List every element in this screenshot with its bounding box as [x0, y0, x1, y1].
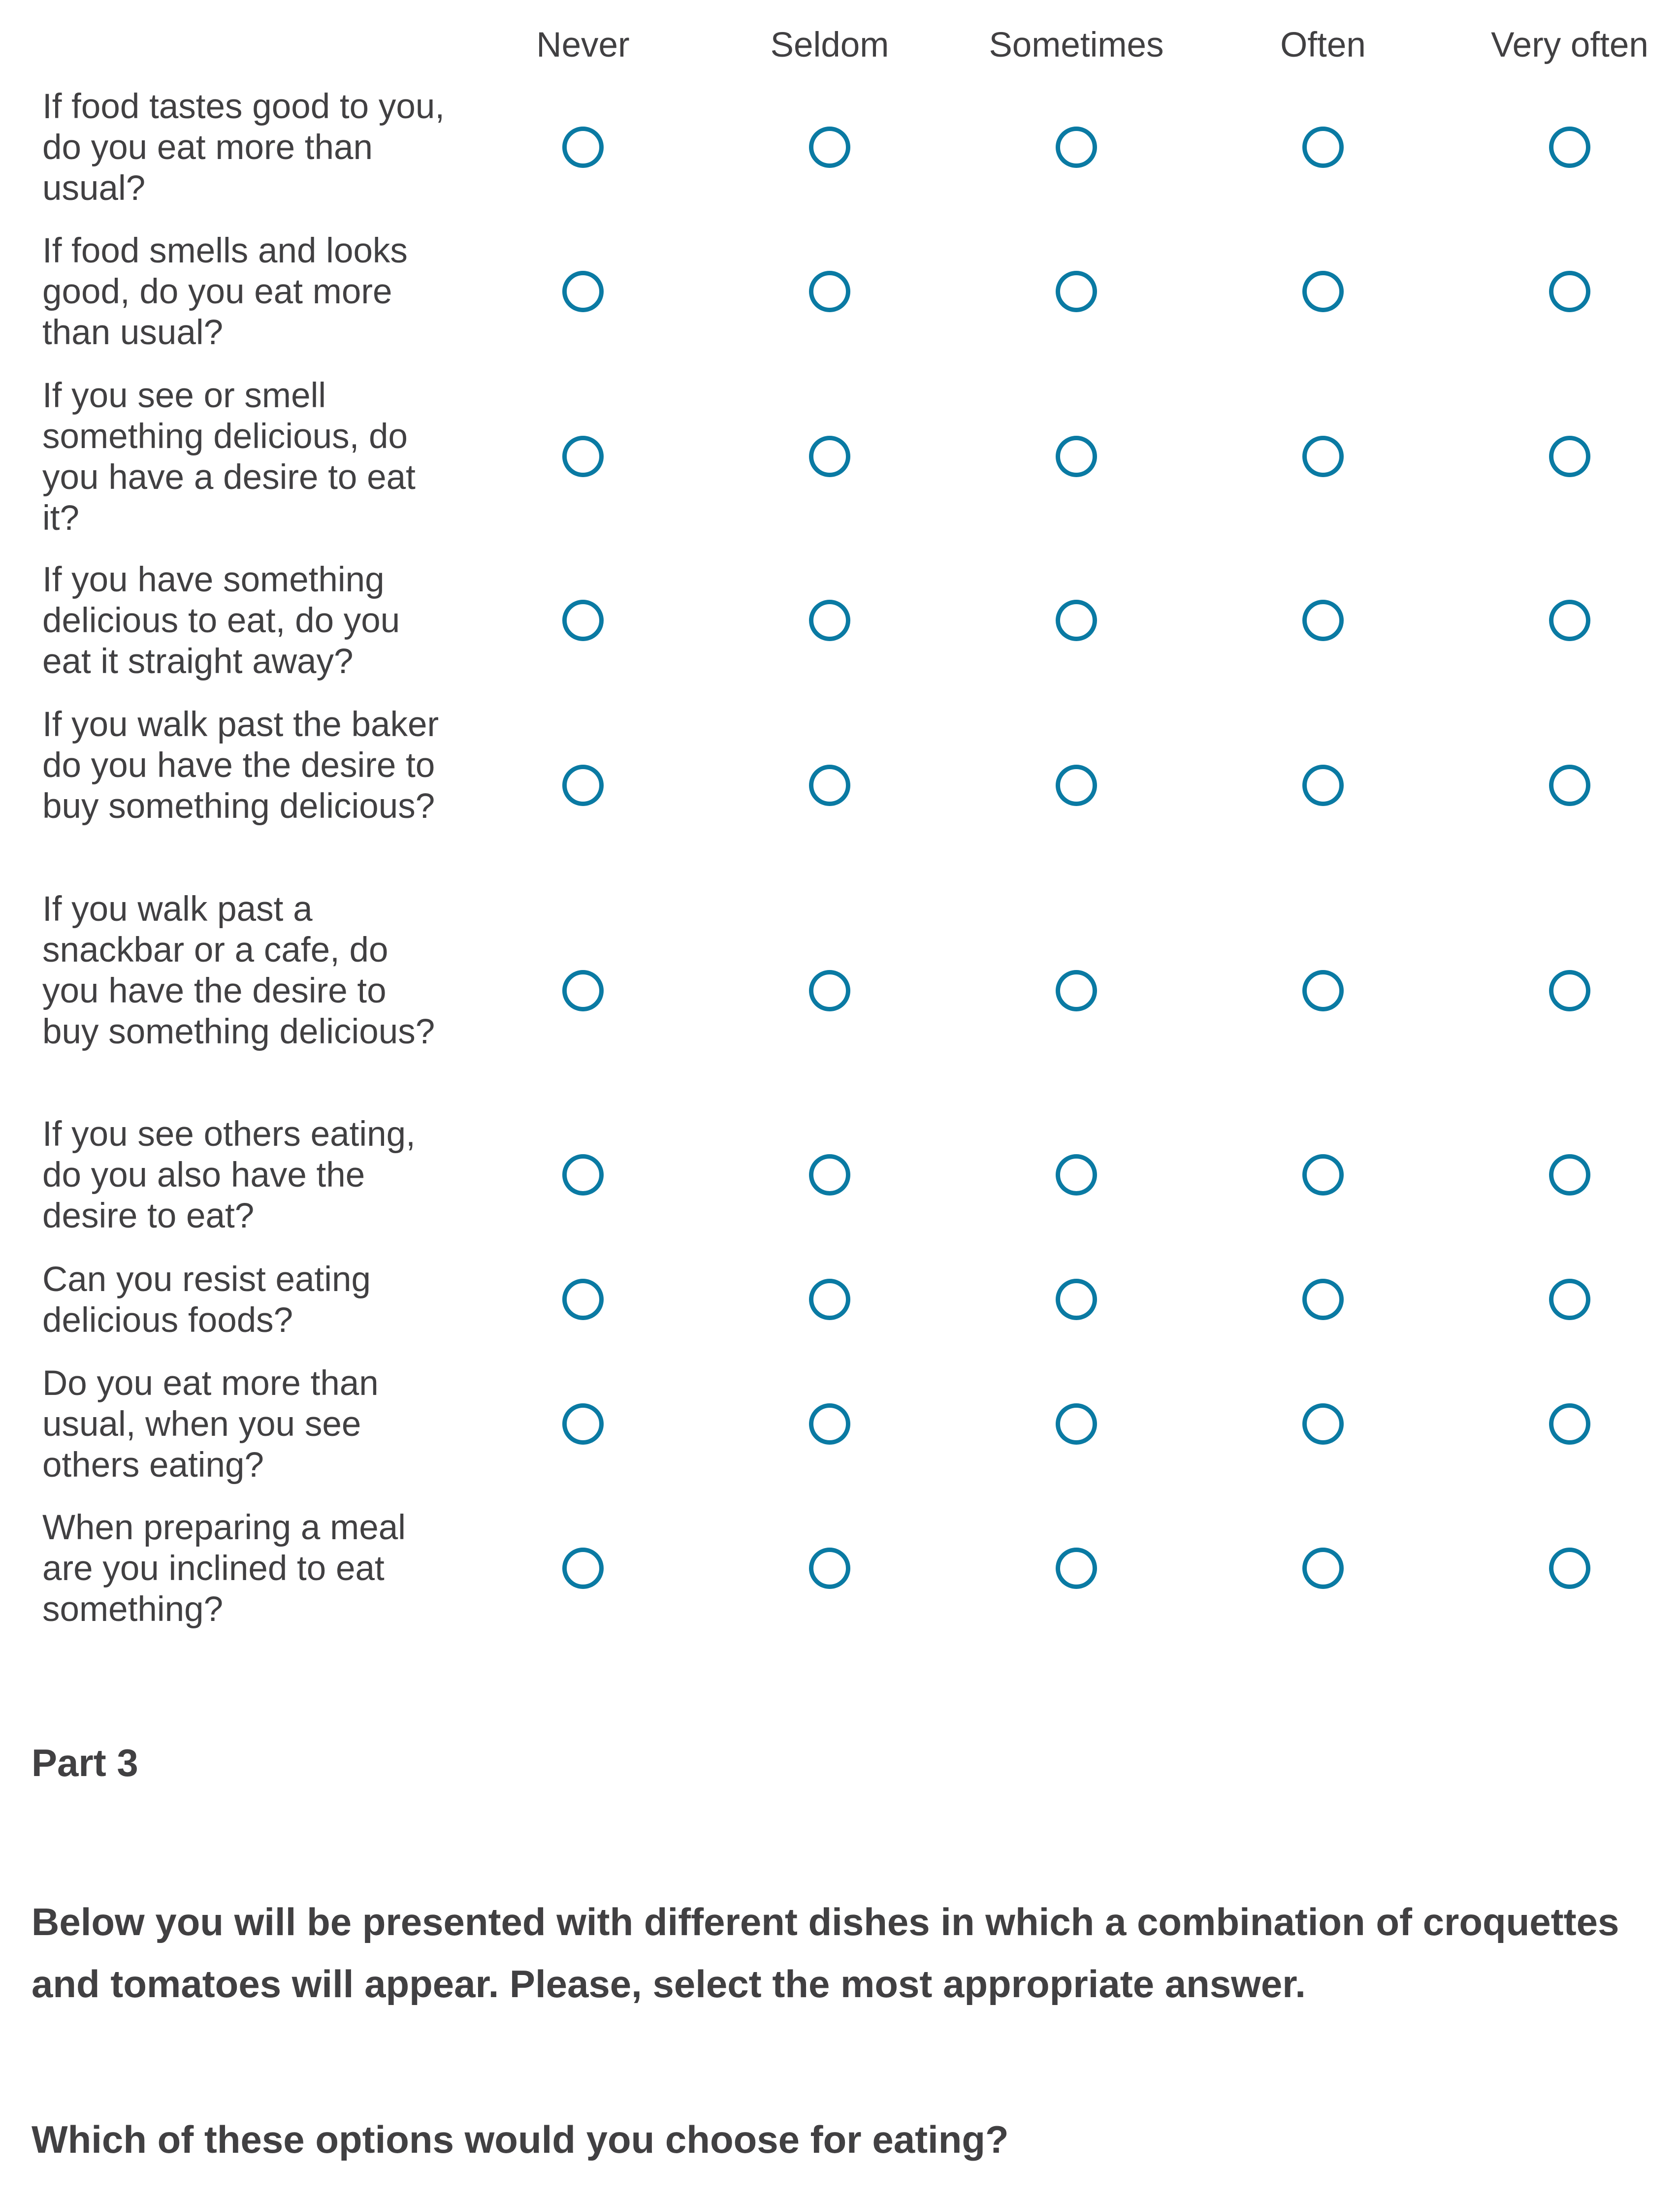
radio-very-often[interactable]	[1549, 1403, 1590, 1445]
radio-very-often[interactable]	[1549, 970, 1590, 1011]
radio-seldom[interactable]	[809, 1154, 850, 1196]
radio-sometimes[interactable]	[1056, 600, 1097, 641]
question-text: Can you resist eating delicious foods?	[42, 1260, 371, 1340]
radio-very-often[interactable]	[1549, 1154, 1590, 1196]
radio-often[interactable]	[1302, 765, 1344, 806]
radio-never[interactable]	[562, 1403, 604, 1445]
radio-seldom[interactable]	[809, 765, 850, 806]
column-header-never: Never	[536, 26, 630, 65]
radio-sometimes[interactable]	[1056, 1548, 1097, 1589]
radio-often[interactable]	[1302, 600, 1344, 641]
column-header-sometimes: Sometimes	[989, 26, 1164, 65]
radio-never[interactable]	[562, 1154, 604, 1196]
question-text: If you have something delicious to eat, do you eat it straight away?	[42, 560, 400, 681]
column-header-very-often: Very often	[1491, 26, 1648, 65]
part-3-question: Which of these options would you choose for eating?	[32, 2118, 1009, 2161]
radio-never[interactable]	[562, 271, 604, 312]
part-3-heading: Part 3	[32, 1741, 138, 1784]
column-header-often: Often	[1280, 26, 1366, 65]
radio-seldom[interactable]	[809, 436, 850, 477]
radio-very-often[interactable]	[1549, 765, 1590, 806]
part-3-instructions: Below you will be presented with different dishes in which a combination of croquettes and tomatoes will appear. Please, select the most appropriate answer.	[32, 1900, 1619, 2006]
radio-seldom[interactable]	[809, 271, 850, 312]
radio-seldom[interactable]	[809, 1548, 850, 1589]
radio-never[interactable]	[562, 1548, 604, 1589]
radio-sometimes[interactable]	[1056, 271, 1097, 312]
radio-very-often[interactable]	[1549, 1279, 1590, 1320]
radio-never[interactable]	[562, 1279, 604, 1320]
question-text: If you see or smell something delicious, do you have a desire to eat it?	[42, 376, 416, 538]
radio-never[interactable]	[562, 970, 604, 1011]
question-text: If you walk past the baker do you have the desire to buy something delicious?	[42, 705, 439, 826]
question-text: Do you eat more than usual, when you see others eating?	[42, 1364, 379, 1485]
radio-never[interactable]	[562, 436, 604, 477]
radio-never[interactable]	[562, 765, 604, 806]
radio-sometimes[interactable]	[1056, 1154, 1097, 1196]
radio-sometimes[interactable]	[1056, 970, 1097, 1011]
column-header-seldom: Seldom	[770, 26, 889, 65]
radio-often[interactable]	[1302, 1403, 1344, 1445]
question-text: If food smells and looks good, do you eat more than usual?	[42, 231, 408, 352]
radio-very-often[interactable]	[1549, 271, 1590, 312]
question-text: If you walk past a snackbar or a cafe, do you have the desire to buy something delicious?	[42, 890, 435, 1051]
radio-often[interactable]	[1302, 1279, 1344, 1320]
radio-often[interactable]	[1302, 1548, 1344, 1589]
radio-very-often[interactable]	[1549, 600, 1590, 641]
radio-seldom[interactable]	[809, 970, 850, 1011]
radio-often[interactable]	[1302, 970, 1344, 1011]
radio-sometimes[interactable]	[1056, 436, 1097, 477]
radio-often[interactable]	[1302, 1154, 1344, 1196]
question-text: When preparing a meal are you inclined to eat something?	[42, 1508, 406, 1629]
radio-sometimes[interactable]	[1056, 765, 1097, 806]
radio-very-often[interactable]	[1549, 1548, 1590, 1589]
radio-sometimes[interactable]	[1056, 1279, 1097, 1320]
radio-never[interactable]	[562, 127, 604, 168]
radio-seldom[interactable]	[809, 600, 850, 641]
radio-seldom[interactable]	[809, 1279, 850, 1320]
radio-often[interactable]	[1302, 271, 1344, 312]
radio-often[interactable]	[1302, 436, 1344, 477]
question-text: If food tastes good to you, do you eat more than usual?	[42, 87, 445, 208]
question-text: If you see others eating, do you also have the desire to eat?	[42, 1115, 416, 1235]
radio-sometimes[interactable]	[1056, 1403, 1097, 1445]
radio-never[interactable]	[562, 600, 604, 641]
radio-sometimes[interactable]	[1056, 127, 1097, 168]
radio-seldom[interactable]	[809, 1403, 850, 1445]
radio-very-often[interactable]	[1549, 127, 1590, 168]
radio-seldom[interactable]	[809, 127, 850, 168]
radio-very-often[interactable]	[1549, 436, 1590, 477]
radio-often[interactable]	[1302, 127, 1344, 168]
